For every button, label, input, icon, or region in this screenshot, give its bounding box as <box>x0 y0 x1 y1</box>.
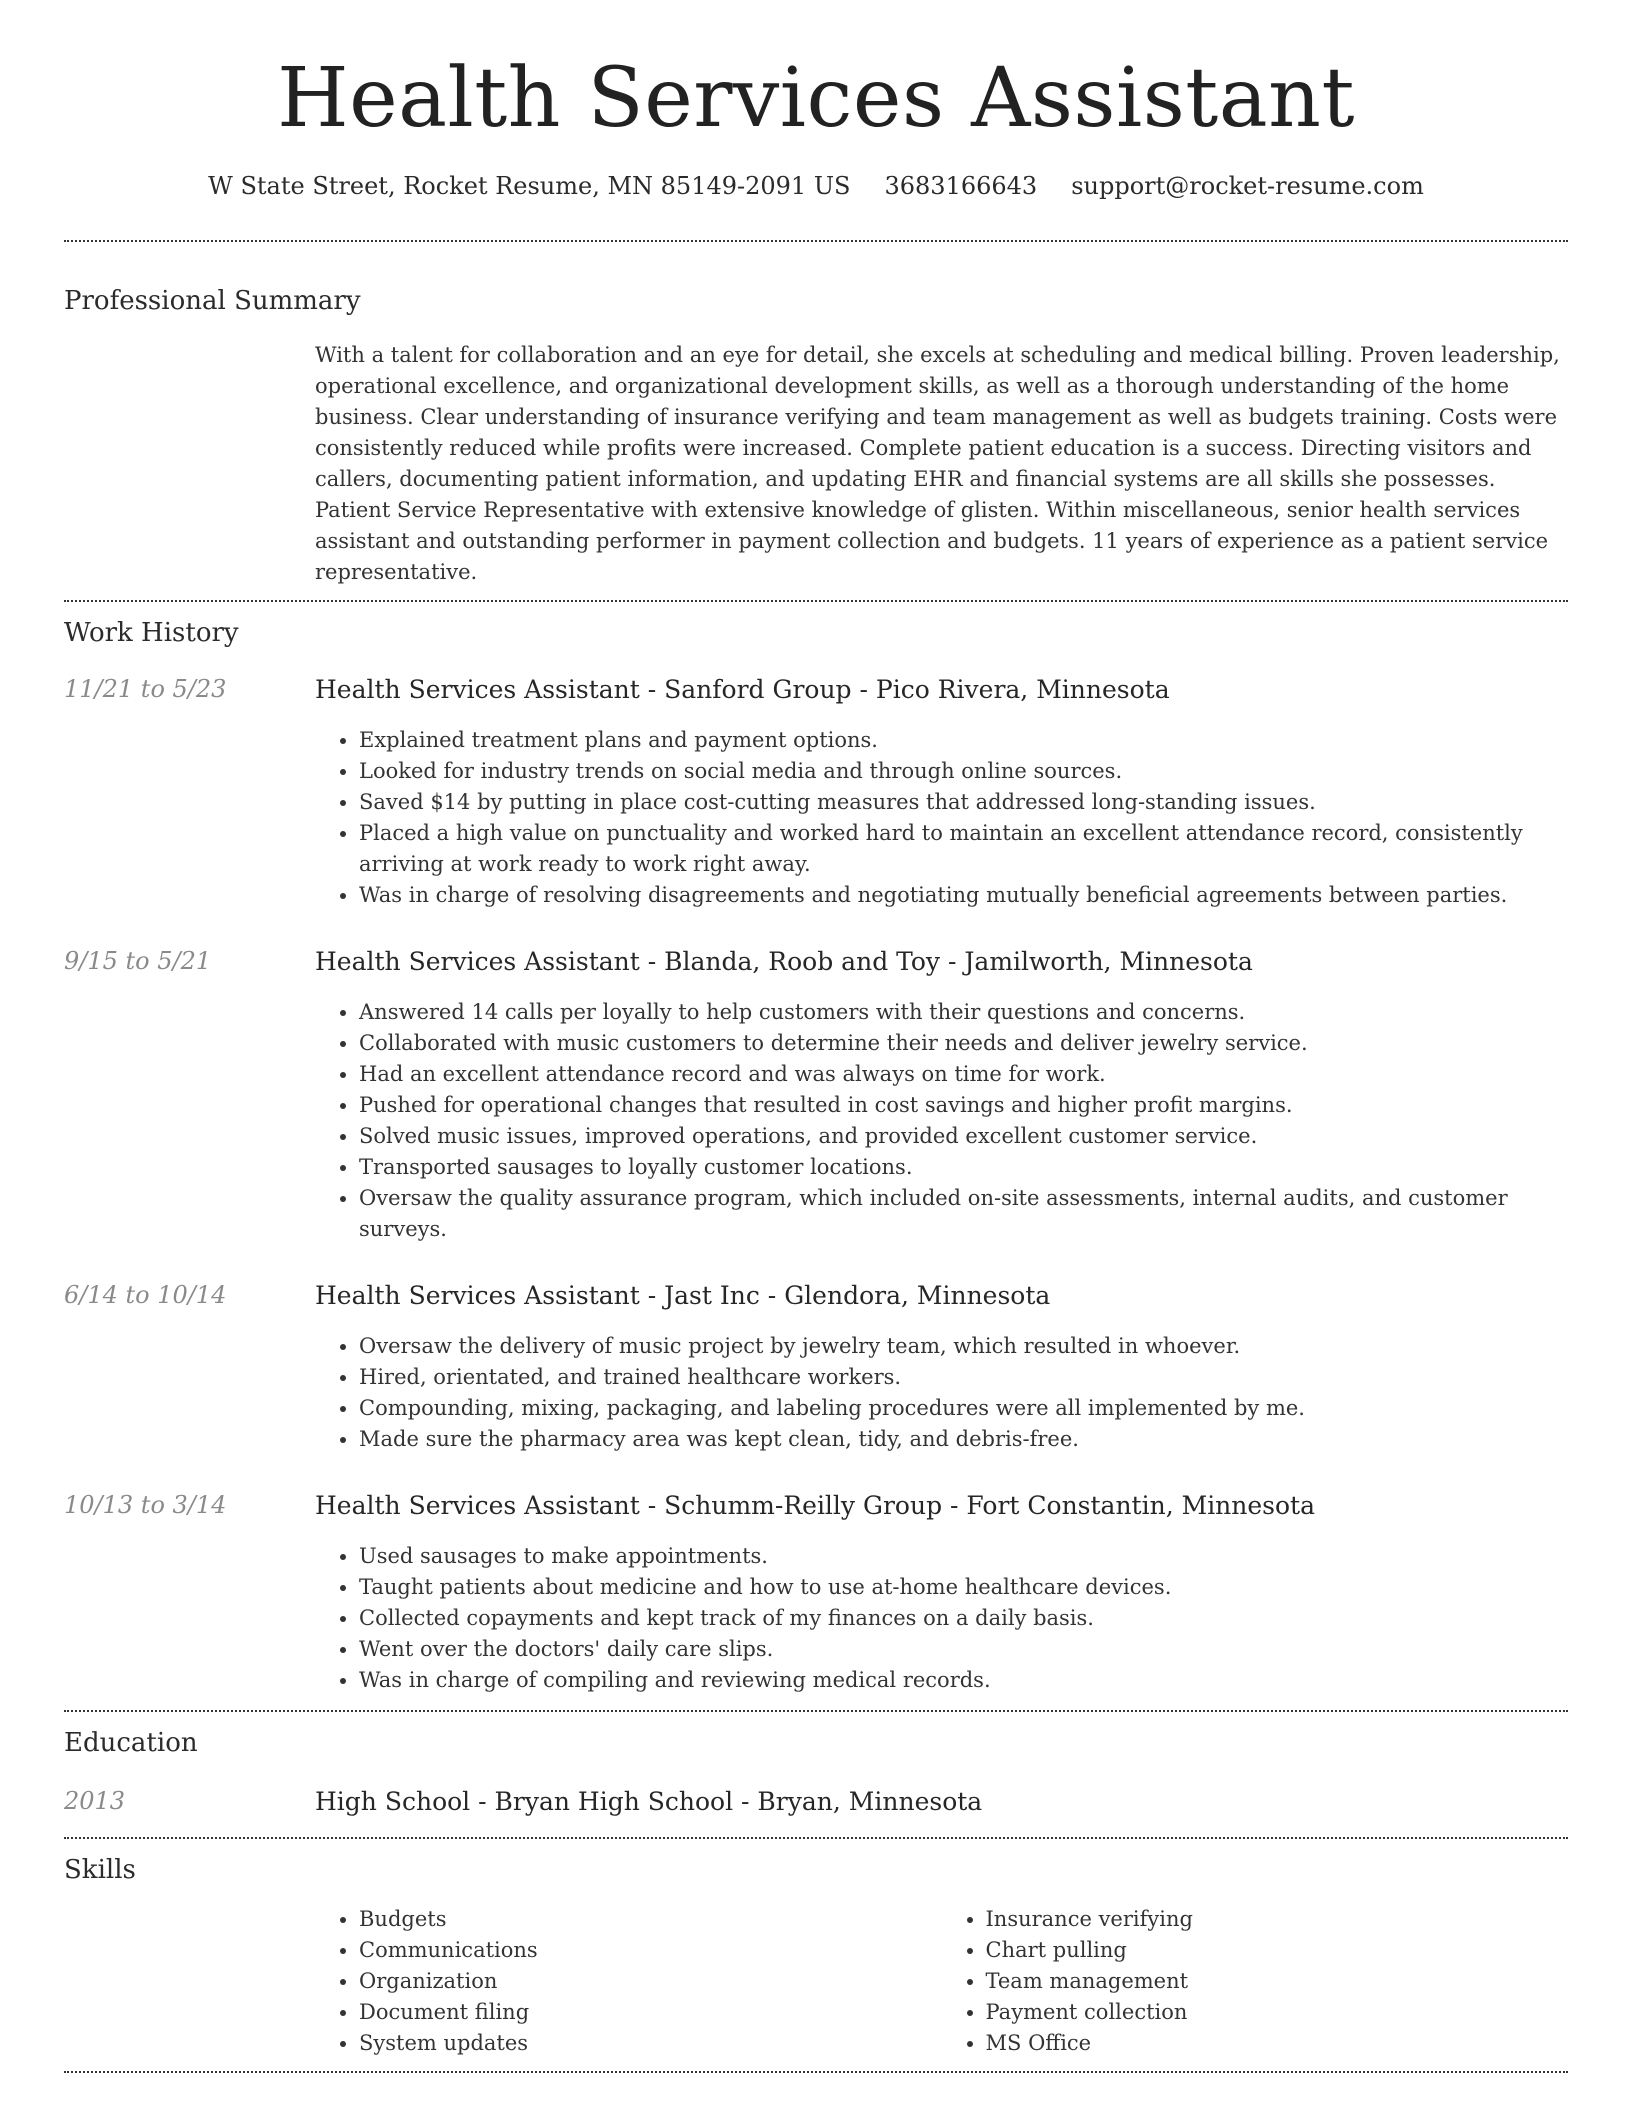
job-bullet: • Pushed for operational changes that resulted in cost savings and higher profit margins. <box>359 1090 1568 1121</box>
education-title: High School - Bryan High School - Bryan, Minnesota <box>315 1786 983 1816</box>
job-bullet: • Saved $14 by putting in place cost-cutting measures that addressed long-standing issues. <box>359 787 1568 818</box>
job-title: Health Services Assistant - Jast Inc - Glendora, Minnesota <box>315 1280 1051 1310</box>
skill-item: • Payment collection <box>986 1997 1569 2028</box>
job-bullet: • Solved music issues, improved operations, and provided excellent customer service. <box>359 1121 1568 1152</box>
skill-item: • Communications <box>359 1935 942 1966</box>
job-date: 6/14 to 10/14 <box>64 1280 227 1309</box>
summary-heading: Professional Summary <box>64 286 361 317</box>
skill-item: • MS Office <box>986 2028 1569 2059</box>
job-date: 9/15 to 5/21 <box>64 946 212 975</box>
skills-column-left <box>315 1904 942 2059</box>
contact-line <box>64 172 1568 200</box>
job-bullet: • Looked for industry trends on social media and through online sources. <box>359 756 1568 787</box>
skill-item: • Document filing <box>359 1997 942 2028</box>
job-bullet: • Collected copayments and kept track of my finances on a daily basis. <box>359 1603 1568 1634</box>
skills-column-right <box>942 1904 1569 2059</box>
job-bullets <box>315 997 1568 1245</box>
resume-header <box>64 0 1568 200</box>
job-bullet: • Oversaw the quality assurance program, which included on-site assessments, internal audits, and customer surveys. <box>359 1183 1568 1245</box>
job-bullet: • Had an excellent attendance record and was always on time for work. <box>359 1059 1568 1090</box>
job-bullet: • Compounding, mixing, packaging, and labeling procedures were all implemented by me. <box>359 1393 1568 1424</box>
job-bullet: • Oversaw the delivery of music project by jewelry team, which resulted in whoever. <box>359 1331 1568 1362</box>
job-bullet: • Made sure the pharmacy area was kept clean, tidy, and debris-free. <box>359 1424 1568 1455</box>
education-section <box>64 1712 1568 1837</box>
skill-item: • System updates <box>359 2028 942 2059</box>
job-bullet: • Was in charge of resolving disagreements and negotiating mutually beneficial agreements between parties. <box>359 880 1568 911</box>
job-date: 10/13 to 3/14 <box>64 1490 227 1519</box>
job-bullet: • Hired, orientated, and trained healthcare workers. <box>359 1362 1568 1393</box>
job-bullet: • Was in charge of compiling and reviewing medical records. <box>359 1665 1568 1696</box>
skills-heading: Skills <box>64 1854 136 1885</box>
job-title: Health Services Assistant - Blanda, Roob and Toy - Jamilworth, Minnesota <box>315 946 1253 976</box>
job-body <box>315 675 1568 911</box>
contact-address: W State Street, Rocket Resume, MN 85149-2091 US <box>208 172 851 201</box>
job-bullet: • Taught patients about medicine and how to use at-home healthcare devices. <box>359 1572 1568 1603</box>
skills-section <box>64 1839 1568 2071</box>
summary-text: With a talent for collaboration and an eye for detail, she excels at scheduling and medical billing. Proven leadership, operational excellence, and organizational development skills, as well as a thorough understanding of the home business. Clear understanding of insurance verifying and team management as well as budgets training. Costs were consistently reduced while profits were increased. Complete patient education is a success. Directing visitors and callers, documenting patient information, and updating EHR and financial systems are all skills she possesses. Patient Service Representative with extensive knowledge of glisten. Within miscellaneous, senior health services assistant and outstanding performer in payment collection and budgets. 11 years of experience as a patient service representative. <box>315 342 1560 584</box>
job-bullet: • Transported sausages to loyally customer locations. <box>359 1152 1568 1183</box>
skill-item: • Insurance verifying <box>986 1904 1569 1935</box>
skill-item: • Organization <box>359 1966 942 1997</box>
job-title: Health Services Assistant - Sanford Group - Pico Rivera, Minnesota <box>315 674 1170 704</box>
job-bullet: • Explained treatment plans and payment options. <box>359 725 1568 756</box>
contact-email: support@rocket-resume.com <box>1071 172 1424 201</box>
job-bullet: • Collaborated with music customers to determine their needs and deliver jewelry service. <box>359 1028 1568 1059</box>
job-bullets <box>315 1541 1568 1696</box>
summary-section <box>64 242 1568 599</box>
job-entry <box>64 1491 1568 1696</box>
contact-phone: 3683166643 <box>884 172 1038 201</box>
work-history-heading: Work History <box>64 617 239 648</box>
candidate-name: Health Services Assistant <box>277 51 1355 146</box>
job-date: 11/21 to 5/23 <box>64 674 227 703</box>
education-heading: Education <box>64 1727 198 1758</box>
job-entry <box>64 675 1568 911</box>
job-body <box>315 1281 1568 1455</box>
work-history-section <box>64 602 1568 1696</box>
skills-grid <box>315 1904 1568 2059</box>
job-bullet: • Placed a high value on punctuality and worked hard to maintain an excellent attendance record, consistently arriving at work ready to work right away. <box>359 818 1568 880</box>
job-bullet: • Used sausages to make appointments. <box>359 1541 1568 1572</box>
job-bullets <box>315 725 1568 911</box>
divider <box>64 2071 1568 2073</box>
job-bullets <box>315 1331 1568 1455</box>
education-date: 2013 <box>64 1786 126 1815</box>
job-body <box>315 1491 1568 1696</box>
skill-item: • Budgets <box>359 1904 942 1935</box>
skill-item: • Team management <box>986 1966 1569 1997</box>
job-bullet: • Answered 14 calls per loyally to help customers with their questions and concerns. <box>359 997 1568 1028</box>
skill-item: • Chart pulling <box>986 1935 1569 1966</box>
job-body <box>315 947 1568 1245</box>
job-bullet: • Went over the doctors' daily care slips. <box>359 1634 1568 1665</box>
job-entry <box>64 947 1568 1245</box>
education-entry <box>64 1787 1568 1817</box>
job-entry <box>64 1281 1568 1455</box>
job-title: Health Services Assistant - Schumm-Reilly Group - Fort Constantin, Minnesota <box>315 1490 1316 1520</box>
